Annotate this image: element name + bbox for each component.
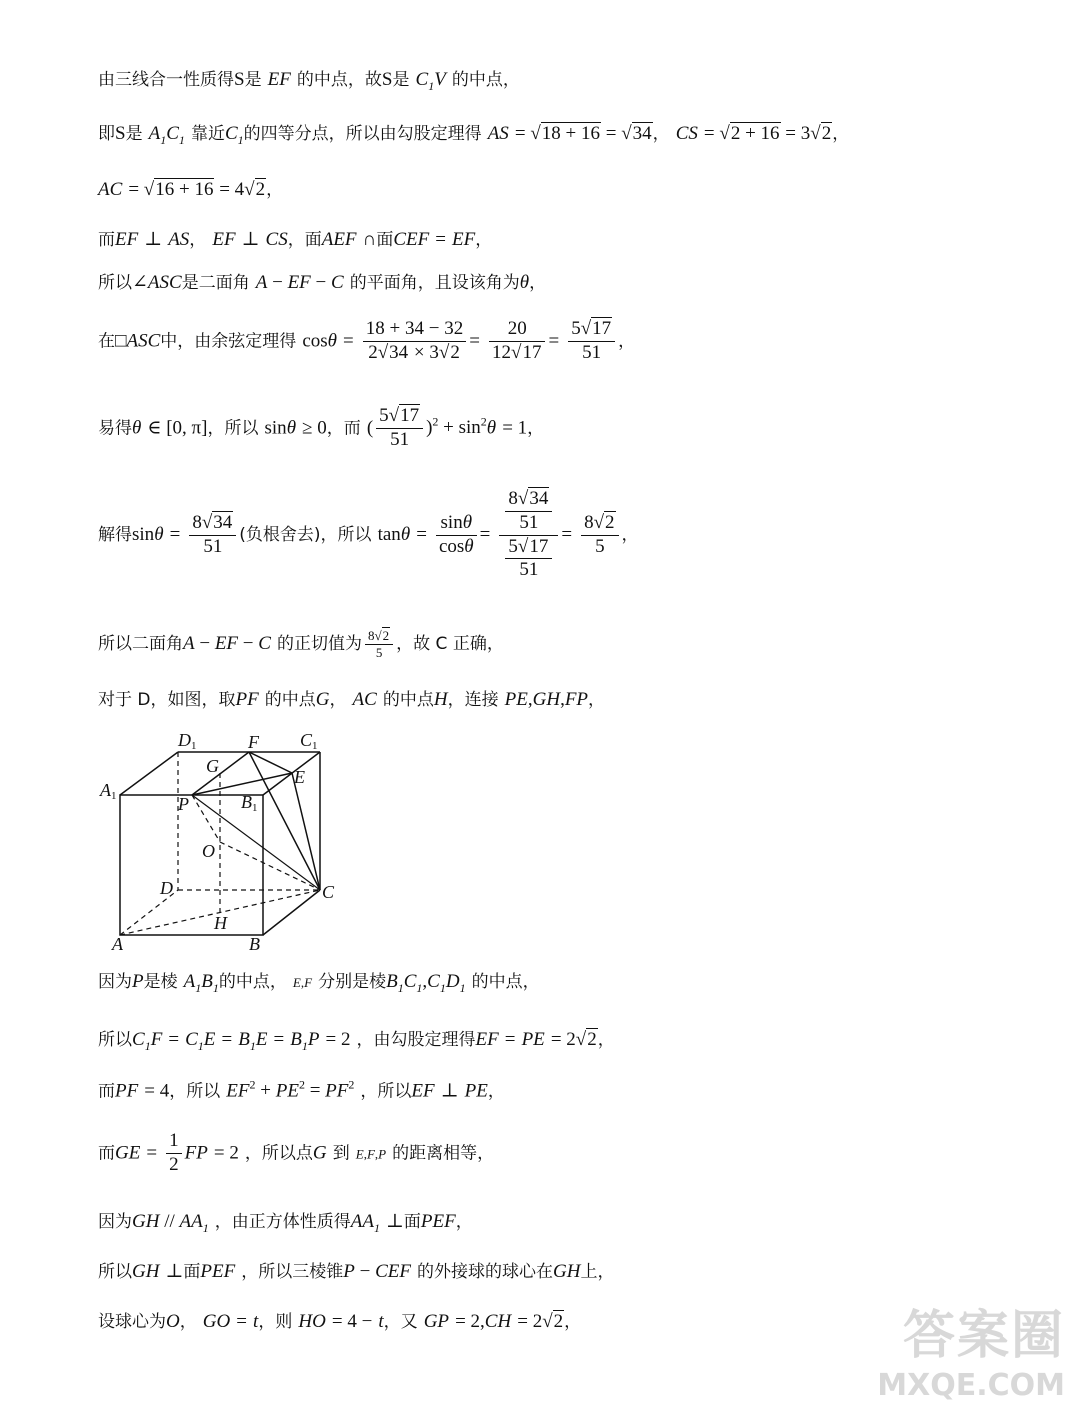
text-line-15: 因为GH // $AA_1$ ，由正方体性质得$AA_1$ ⊥面PEF， [98, 1211, 473, 1235]
cube-figure [98, 730, 348, 955]
text-line-4: 而EF ⊥ AS， EF ⊥ CS，面AEF ∩面CEF = EF， [98, 229, 493, 250]
segment-fe [249, 752, 292, 773]
text-line-16: 所以GH ⊥面PEF ，所以三棱锥P − CEF 的外接球的球心在GH上， [98, 1261, 615, 1282]
cube-front-face [120, 795, 263, 935]
segment-oc [220, 842, 320, 890]
label-b1: B1 [241, 792, 258, 814]
text-line-5: 所以∠ASC是二面角 A − EF − C 的平面角，且设该角为θ， [98, 272, 547, 293]
label-a: A [112, 934, 123, 954]
segment-po [192, 795, 220, 842]
text-line-7: 易得θ ∈ [0, π]，所以 sinθ ≥ 0，而 ( $\frac{5√17}{51}$ )$^2 + \sin^2\theta = 1$， [98, 405, 545, 450]
text-line-2: 即S是 $A_1C_1$ 靠近$C_1$的四等分点，所以由勾股定理得 AS = √18 + 16 = √34， CS = √2 + 16 = 3√2， [98, 123, 850, 147]
watermark-url: MXQE.COM [877, 1368, 1065, 1403]
label-g: G [206, 756, 219, 776]
text-line-6: 在□ASC中，由余弦定理得 cosθ = $\frac{18 + 34 - 32}{2√34 \times 3√2}$ = $\frac{20}{12√17}$ = $\frac{5√17}{51}$ ， [98, 318, 636, 363]
label-p: P [178, 794, 189, 814]
label-h: H [214, 913, 227, 933]
text-line-8: 解得sinθ = $\frac{8√34}{51}$ (负根舍去)，所以 tanθ = $\frac{\sin\theta}{\cos\theta}$ = $\frac{\frac{8√34}{51}}{\frac{5√17}{51}}$ = $\frac{8√2}{5}$ ， [98, 488, 639, 581]
label-d: D [160, 878, 173, 898]
text-line-3: AC = √16 + 16 = 4√2， [98, 179, 284, 200]
segment-fc [249, 752, 320, 890]
text-line-9: 所以二面角A − EF − C 的正切值为 $\frac{8√2}{5}$ ，故 C 正确， [98, 628, 504, 660]
label-f: F [248, 732, 259, 752]
label-c1: C1 [300, 730, 318, 752]
text-line-13: 而PF = 4，所以 $EF^2 + PE^2 = PF^2$ ，所以EF ⊥ PE， [98, 1078, 505, 1102]
label-a1: A1 [100, 780, 117, 802]
label-b: B [249, 934, 260, 954]
watermark-logo: 答案圈 [902, 1306, 1065, 1366]
text-line-10: 对于 D，如图，取PF 的中点G， AC 的中点H，连接 PE,GH,FP， [98, 689, 606, 710]
label-c: C [322, 882, 335, 902]
text-line-1: 由三线合一性质得S是 EF 的中点，故S是 $C_1V$ 的中点， [98, 69, 520, 93]
edge-a1-d1 [120, 752, 178, 795]
text-line-17: 设球心为O， GO = t，则 HO = 4 − t，又 GP = 2,CH = 2√2， [98, 1311, 582, 1332]
text-line-12: 所以$C_1F = C_1E = B_1E = B_1P = 2$ ，由勾股定理得EF = PE = 2√2， [98, 1029, 615, 1053]
text-line-11: 因为P是棱 $A_1B_1$的中点， E,F 分别是棱$B_1C_1,C_1D_1$ 的中点， [98, 971, 540, 995]
label-o: O [202, 841, 215, 861]
label-e: E [294, 767, 305, 787]
watermark [877, 1293, 1065, 1403]
text-line-14: 而GE = $\frac{1}{2}$ FP = 2 ，所以点G 到 E,F,P 的距离相等， [98, 1130, 495, 1175]
label-d1: D1 [178, 730, 197, 752]
